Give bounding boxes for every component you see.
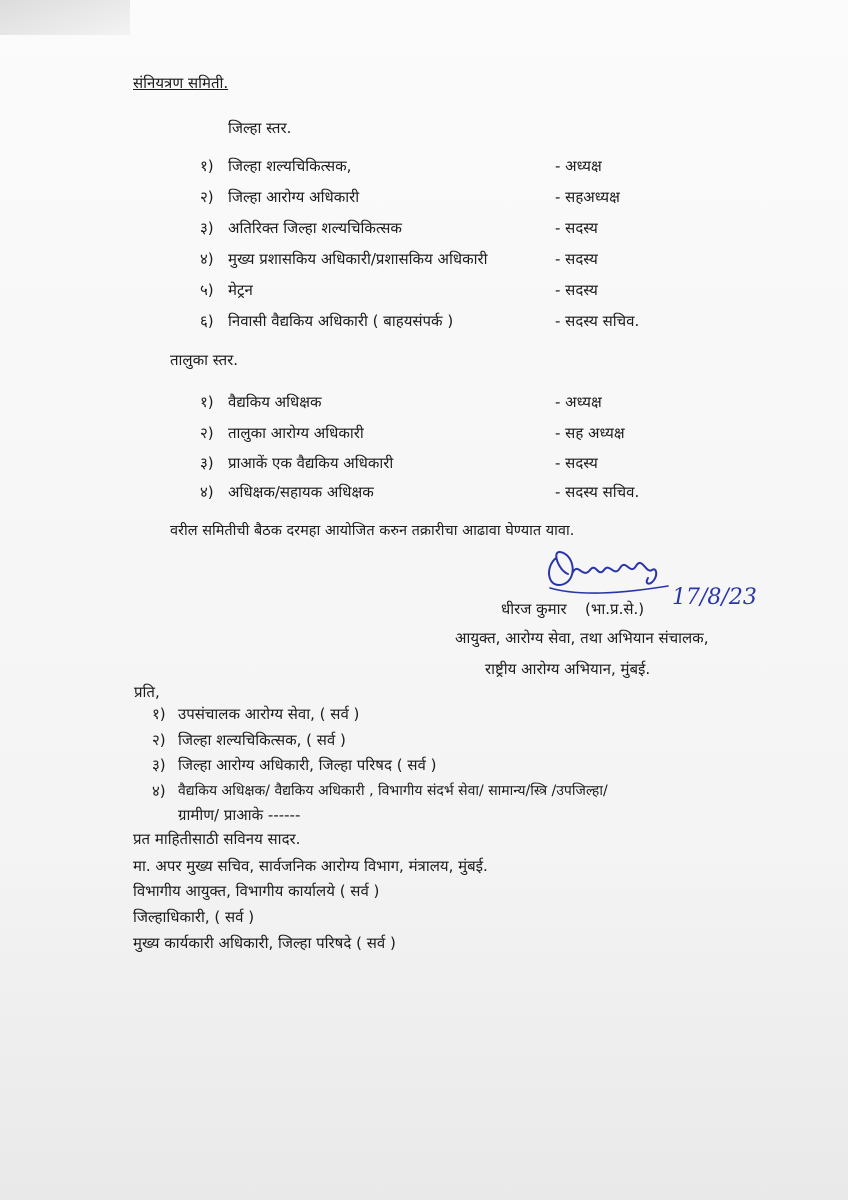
taluka-item-name: वैद्यकिय अधिक्षक <box>228 393 322 411</box>
signatory-name: धीरज कुमार <box>501 600 567 618</box>
district-item-role: - अध्यक्ष <box>555 157 602 175</box>
taluka-item-role: - सदस्य <box>555 454 598 472</box>
district-item-role: - सहअध्यक्ष <box>555 188 620 206</box>
signatory-service: (भा.प्र.से.) <box>585 600 645 618</box>
district-item-role: - सदस्य <box>555 281 598 299</box>
district-item-role: - सदस्य सचिव. <box>555 312 640 330</box>
taluka-item-number: २) <box>200 424 214 442</box>
taluka-item-number: १) <box>200 393 214 411</box>
recipient-text: उपसंचालक आरोग्य सेवा, ( सर्व ) <box>178 705 360 723</box>
taluka-item-number: ३) <box>200 454 214 472</box>
district-item-role: - सदस्य <box>555 250 598 268</box>
meeting-instruction: वरील समितीची बैठक दरमहा आयोजित करुन तक्रारीचा आढावा घेण्यात यावा. <box>170 523 575 539</box>
recipient-number: ३) <box>152 756 166 774</box>
recipient-text: जिल्हा आरोग्य अधिकारी, जिल्हा परिषद ( सर्व ) <box>178 756 437 774</box>
taluka-level-title: तालुका स्तर. <box>170 351 239 369</box>
district-item-name: मेट्रन <box>228 281 253 299</box>
district-item-name: अतिरिक्त जिल्हा शल्यचिकित्सक <box>228 219 402 237</box>
taluka-item-name: प्राआकें एक वैद्यकिय अधिकारी <box>228 454 394 472</box>
taluka-item-name: तालुका आरोग्य अधिकारी <box>228 424 364 442</box>
taluka-item-role: - सह अध्यक्ष <box>555 424 625 442</box>
district-item-number: ४) <box>200 250 214 268</box>
copy-line: मुख्य कार्यकारी अधिकारी, जिल्हा परिषदे ( सर्व ) <box>133 934 396 952</box>
district-item-name: निवासी वैद्यकिय अधिकारी ( बाहयसंपर्क ) <box>228 312 454 330</box>
recipient-number: २) <box>152 731 166 749</box>
signatory-designation: आयुक्त, आरोग्य सेवा, तथा अभियान संचालक, <box>455 629 709 647</box>
recipient-continuation: ग्रामीण/ प्राआके ------ <box>178 806 301 824</box>
taluka-item-role: - सदस्य सचिव. <box>555 483 640 501</box>
district-item-number: ६) <box>200 312 214 330</box>
folded-corner <box>0 0 130 35</box>
copy-line: मा. अपर मुख्य सचिव, सार्वजनिक आरोग्य विभाग, मंत्रालय, मुंबई. <box>133 857 488 875</box>
district-item-role: - सदस्य <box>555 219 598 237</box>
district-item-number: ३) <box>200 219 214 237</box>
taluka-item-role: - अध्यक्ष <box>555 393 602 411</box>
recipient-number: १) <box>152 705 166 723</box>
district-item-number: १) <box>200 157 214 175</box>
recipients-label: प्रति, <box>134 683 160 701</box>
section-heading: संनियत्रण समिती. <box>133 74 229 92</box>
taluka-item-name: अधिक्षक/सहायक अधिक्षक <box>228 483 374 501</box>
district-item-name: जिल्हा आरोग्य अधिकारी <box>228 188 360 206</box>
recipient-text: वैद्यकिय अधिक्षक/ वैद्यकिय अधिकारी , विभागीय संदर्भ सेवा/ सामान्य/स्त्रि /उपजिल्हा/ <box>178 783 608 799</box>
recipient-number: ४) <box>152 782 166 800</box>
district-item-number: ५) <box>200 281 214 299</box>
signatory-office: राष्ट्रीय आरोग्य अभियान, मुंबई. <box>485 660 651 678</box>
district-level-title: जिल्हा स्तर. <box>228 119 292 137</box>
taluka-item-number: ४) <box>200 483 214 501</box>
copy-line: जिल्हाधिकारी, ( सर्व ) <box>133 908 255 926</box>
district-item-name: मुख्य प्रशासकिय अधिकारी/प्रशासकिय अधिकारी <box>228 250 488 268</box>
district-item-name: जिल्हा शल्यचिकित्सक, <box>228 157 352 175</box>
recipient-text: जिल्हा शल्यचिकित्सक, ( सर्व ) <box>178 731 346 749</box>
copy-line: विभागीय आयुक्त, विभागीय कार्यालये ( सर्व ) <box>133 882 380 900</box>
handwritten-date: 17/8/23 <box>672 585 757 610</box>
copy-label: प्रत माहितीसाठी सविनय सादर. <box>133 830 301 848</box>
district-item-number: २) <box>200 188 214 206</box>
